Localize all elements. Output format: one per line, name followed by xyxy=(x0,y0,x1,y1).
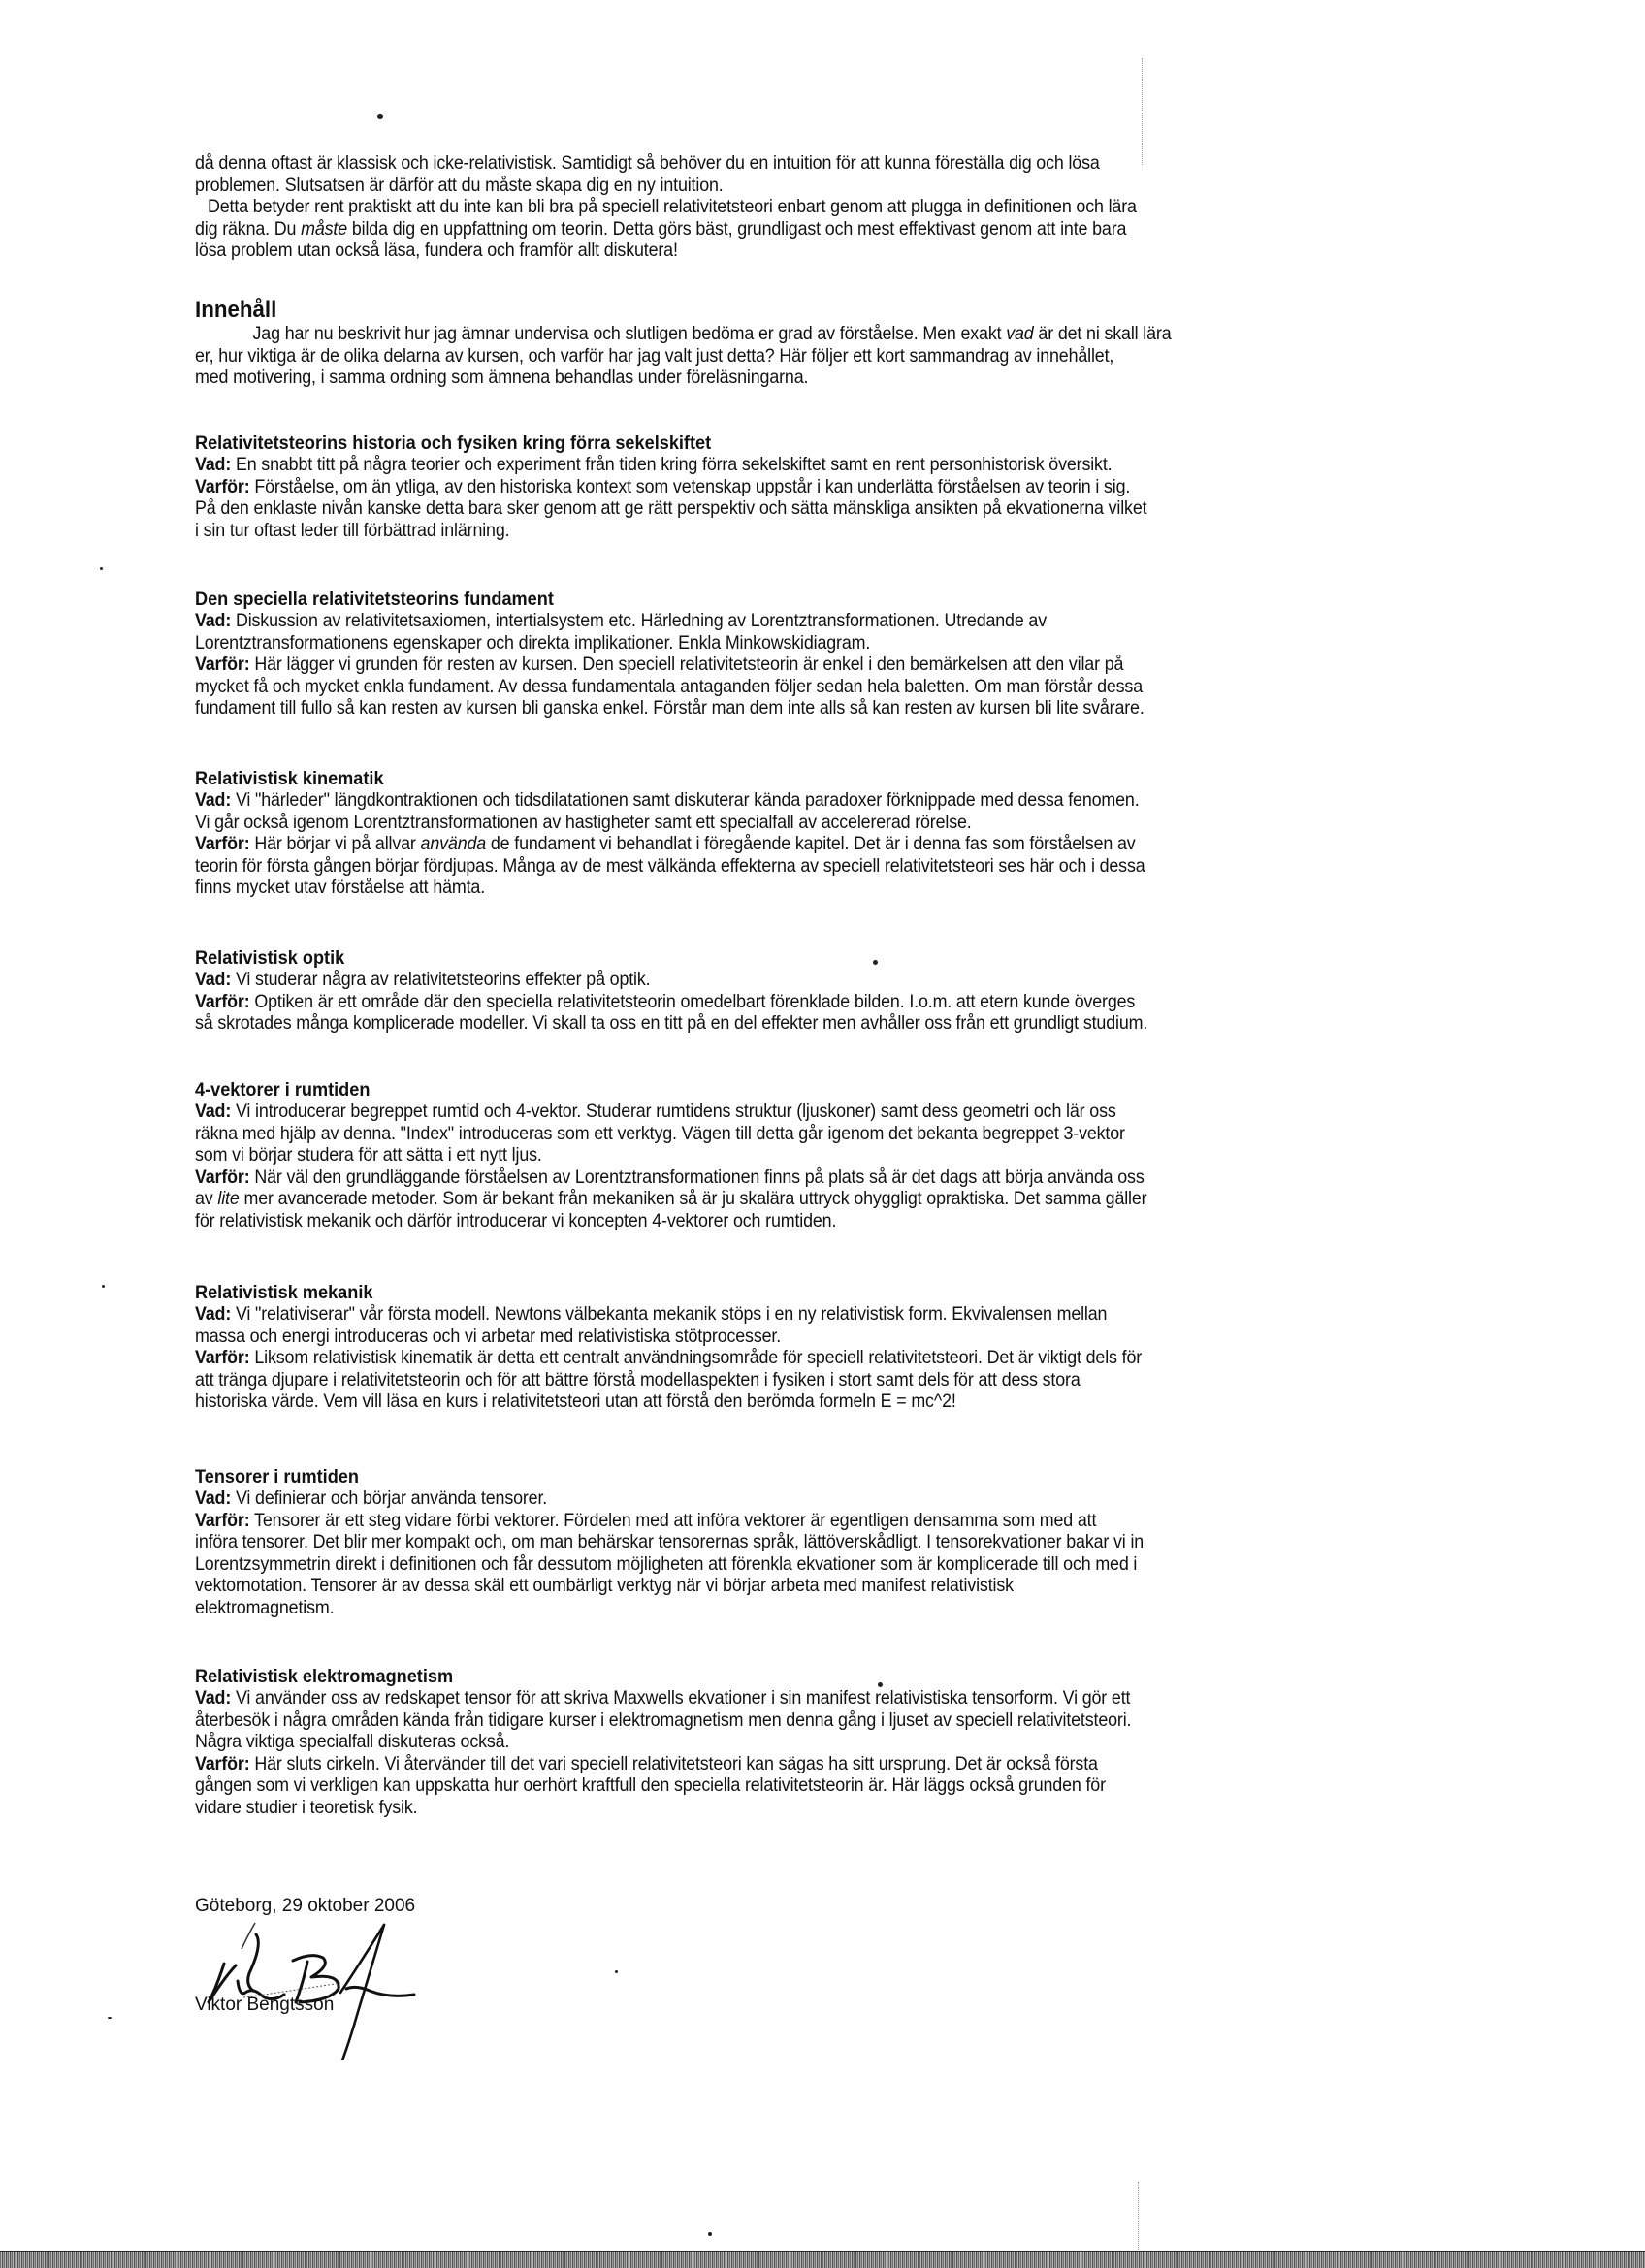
text-line xyxy=(195,367,1368,390)
text-line xyxy=(195,1370,1368,1392)
scan-speck xyxy=(873,960,878,965)
text-line xyxy=(195,1598,1368,1620)
label-vad: Vad: xyxy=(195,1688,232,1709)
text-line xyxy=(195,477,1368,499)
text-line xyxy=(195,1167,1368,1190)
line-text: då denna oftast är klassisk och icke-relativistisk. Samtidigt så behöver du en intuition för att kunna föreställa dig och lösa xyxy=(195,153,1100,174)
text-line xyxy=(195,1710,1368,1733)
section-heading: Relativistisk kinematik xyxy=(195,768,384,789)
line-text: Vi använder oss av redskapet tensor för att skriva Maxwells ekvationer i sin manifest relativistiska tensorform. Vi gör ett xyxy=(231,1688,1131,1709)
text-line xyxy=(195,1576,1368,1598)
contents-section xyxy=(195,297,1456,390)
text-line xyxy=(195,611,1368,633)
text-line xyxy=(195,1013,1368,1036)
label-vad: Vad: xyxy=(195,611,232,631)
line-text: Förståelse, om än ytliga, av den historiska kontext som vetenskap uppstår i kan underlätta förståelsen av teorin i sig. xyxy=(249,476,1131,497)
line-text: vidare studier i teoretisk fysik. xyxy=(195,1797,418,1818)
label-vad: Vad: xyxy=(195,790,232,811)
text-line xyxy=(195,1798,1368,1820)
scan-speck xyxy=(108,2017,112,2019)
line-text: lösa problem utan också läsa, fundera och framför allt diskutera! xyxy=(195,240,678,262)
text-line xyxy=(195,1304,1368,1326)
text-line xyxy=(195,153,1368,176)
intro-paragraph xyxy=(195,153,1456,263)
scan-speck xyxy=(377,114,383,119)
line-text: Vi "relativiserar" vår första modell. Newtons välbekanta mekanik stöps i en ny relativistisk form. Ekvivalensen mellan xyxy=(231,1304,1108,1325)
line-text: När väl den grundläggande förståelsen av Lorentztransformationen finns på plats så är det dags att börja använda oss xyxy=(249,1166,1145,1188)
line-text: På den enklaste nivån kanske detta bara sker genom att ge rätt perspektiv och sätta mänskliga ansikten på ekvationerna vilket xyxy=(195,498,1147,520)
section-heading: Den speciella relativitetsteorins fundament xyxy=(195,589,554,610)
course-section xyxy=(195,432,1456,542)
line-text: att tränga djupare i relativitetsteorin och för att bättre förstå modellaspekten i fysiken i stort samt dels för att dess stora xyxy=(195,1369,1081,1390)
line-text: historiska värde. Vem vill läsa en kurs i relativitetsteori utan att förstå den berömda formeln E = mc^2! xyxy=(195,1391,956,1413)
text-line xyxy=(195,1326,1368,1349)
text-line xyxy=(195,197,1368,219)
line-text: gången som vi verkligen kan uppskatta hur oerhört kraftfull den speciella relativitetsteorin är. Här läggs också grunden för xyxy=(195,1775,1106,1797)
line-text: fundament till fullo så kan resten av kursen bli ganska enkel. Förstår man dem inte alls så kan resten av kursen bli lite svårare. xyxy=(195,698,1145,719)
label-vad: Vad: xyxy=(195,1304,232,1325)
line-text: Jag har nu beskrivit hur jag ämnar undervisa och slutligen bedöma er grad av förståelse. Men exakt xyxy=(252,324,1007,344)
line-text: med motivering, i samma ordning som ämnena behandlas under föreläsningarna. xyxy=(195,367,809,389)
course-section xyxy=(195,589,1456,720)
text-line xyxy=(195,813,1368,835)
line-text: vektornotation. Tensorer är av dessa skäl ett oumbärligt verktyg när vi börjar arbeta med manifest relativistisk xyxy=(195,1576,1014,1597)
text-line xyxy=(195,1775,1368,1798)
line-text: teorin för första gången börjar fördjupas. Många av de mest välkända effekterna av speciell relativitetsteori ses här och i dessa xyxy=(195,855,1145,877)
text-line xyxy=(195,1189,1368,1211)
course-section xyxy=(195,1666,1456,1820)
emphasized-word: använda xyxy=(420,834,487,855)
text-line xyxy=(195,856,1368,878)
line-text: i sin tur oftast leder till förbättrad inlärning. xyxy=(195,520,510,541)
text-line xyxy=(195,1554,1368,1577)
course-section xyxy=(195,768,1456,900)
text-line xyxy=(195,219,1368,241)
line-text: elektromagnetism. xyxy=(195,1597,335,1618)
label-vad: Vad: xyxy=(195,970,232,990)
scan-speck xyxy=(708,2232,712,2236)
text-line xyxy=(195,1211,1368,1233)
line-text: Liksom relativistisk kinematik är detta ett centralt användningsområde för speciell relativitetsteori. Det är viktigt dels för xyxy=(249,1348,1143,1369)
scan-speck xyxy=(100,567,103,570)
scan-speck xyxy=(615,1970,618,1973)
section-heading: Tensorer i rumtiden xyxy=(195,1466,359,1487)
contents-intro-paragraph xyxy=(195,324,1456,390)
course-section xyxy=(195,1282,1456,1414)
text-line xyxy=(195,1511,1368,1533)
text-line xyxy=(195,324,1368,346)
line-text: Vi studerar några av relativitetsteorins effekter på optik. xyxy=(231,970,651,990)
section-heading: Relativistisk elektromagnetism xyxy=(195,1666,454,1687)
contents-heading: Innehåll xyxy=(195,297,277,323)
text-line xyxy=(195,1488,1368,1511)
line-text: Tensorer är ett steg vidare förbi vektorer. Fördelen med att införa vektorer är egentligen densamma som med att xyxy=(249,1510,1097,1531)
line-text: de fundament vi behandlat i föregående kapitel. Det är i denna fas som förståelsen av xyxy=(486,834,1136,855)
line-text: Vi introducerar begreppet rumtid och 4-vektor. Studerar rumtidens struktur (ljuskoner) samt dess geometri och lär oss xyxy=(231,1102,1116,1122)
line-text: mer avancerade metoder. Som är bekant från mekaniken så är ju skalära uttryck ohyggligt opraktiska. Det samma gäller xyxy=(239,1189,1147,1210)
line-text: av xyxy=(195,1189,218,1210)
text-line xyxy=(195,1532,1368,1554)
line-text: Här lägger vi grunden för resten av kursen. Den speciell relativitetsteorin är enkel i den bemärkelsen att den vilar på xyxy=(249,655,1124,676)
scan-streak xyxy=(1138,2182,1140,2250)
text-line xyxy=(195,790,1368,813)
line-text: Vi "härleder" längdkontraktionen och tidsdilatationen samt diskuterar kända paradoxer förknippade med dessa fenomen. xyxy=(231,790,1140,811)
label-vad: Vad: xyxy=(195,1102,232,1122)
line-text: som vi börjar studera för att sätta i ett nytt ljus. xyxy=(195,1145,542,1166)
handwritten-signature xyxy=(195,1896,544,2060)
emphasized-word: måste xyxy=(301,218,348,240)
course-section xyxy=(195,1079,1456,1233)
text-line xyxy=(195,240,1368,263)
text-line xyxy=(195,455,1368,477)
emphasized-word: vad xyxy=(1006,324,1034,344)
line-text: finns mycket utav förståelse att hämta. xyxy=(195,878,486,899)
text-line xyxy=(195,677,1368,699)
line-text: Här sluts cirkeln. Vi återvänder till det vari speciell relativitetsteori kan sägas ha sitt ursprung. Det är också första xyxy=(249,1753,1098,1774)
text-line xyxy=(195,992,1368,1014)
scan-speck xyxy=(878,1682,883,1687)
line-text: räkna med hjälp av denna. "Index" introduceras som ett verktyg. Vägen till detta går igenom det bekanta begreppet 3-vektor xyxy=(195,1123,1125,1144)
text-line xyxy=(195,1391,1368,1414)
line-text: för relativistisk mekanik och därför introducerar vi koncepten 4-vektorer och rumtiden. xyxy=(195,1210,837,1231)
line-text: Vi definierar och börjar använda tensorer. xyxy=(231,1488,548,1509)
line-text: massa och energi introduceras och vi arbetar med relativistiska stötprocesser. xyxy=(195,1326,782,1347)
text-line xyxy=(195,633,1368,655)
line-text: är det ni skall lära xyxy=(1033,324,1172,344)
line-text: Optiken är ett område där den speciella relativitetsteorin omedelbart förenklade bilden. I.o.m. att etern kunde överges xyxy=(249,991,1136,1012)
scan-streak xyxy=(1142,58,1144,165)
text-line xyxy=(195,655,1368,677)
text-line xyxy=(195,498,1368,521)
label-varfor: Varför: xyxy=(195,1753,250,1774)
section-heading: Relativistisk mekanik xyxy=(195,1282,373,1303)
text-line xyxy=(195,970,1368,992)
section-heading: 4-vektorer i rumtiden xyxy=(195,1079,371,1101)
text-line xyxy=(195,1754,1368,1776)
line-text: Här börjar vi på allvar xyxy=(249,834,421,855)
text-line xyxy=(195,346,1368,368)
signature-block xyxy=(195,1896,544,2060)
label-varfor: Varför: xyxy=(195,476,250,497)
line-text: så skrotades många komplicerade modeller. Vi skall ta oss en titt på en del effekter men avhåller oss från ett grundligt studium. xyxy=(195,1013,1148,1035)
signer-name: Viktor Bengtsson xyxy=(195,1995,335,2015)
line-text: Lorentztransformationens egenskaper och direkta implikationer. Enkla Minkowskidiagram. xyxy=(195,632,871,654)
line-text: införa tensorer. Det blir mer kompakt och, om man behärskar tensorernas språk, lättöverskådligt. I tensorekvationer bakar vi in xyxy=(195,1532,1145,1553)
line-text: er, hur viktiga är de olika delarna av kursen, och varför har jag valt just detta? Här följer ett kort sammandrag av innehållet, xyxy=(195,345,1114,367)
line-text: Vi går också igenom Lorentztransformationen av hastigheter samt ett specialfall av accelererad rörelse. xyxy=(195,812,972,833)
text-line xyxy=(195,176,1368,198)
text-line xyxy=(195,1124,1368,1146)
label-vad: Vad: xyxy=(195,1488,232,1509)
line-text: En snabbt titt på några teorier och experiment från tiden kring förra sekelskiftet samt en rent personhistorisk översikt. xyxy=(231,455,1113,475)
place-date: Göteborg, 29 oktober 2006 xyxy=(195,1896,416,1916)
label-varfor: Varför: xyxy=(195,1166,250,1188)
section-heading: Relativistisk optik xyxy=(195,947,345,969)
section-heading: Relativitetsteorins historia och fysiken kring förra sekelskiftet xyxy=(195,432,712,454)
text-line xyxy=(195,834,1368,856)
line-text: återbesök i några områden kända från tidigare kurser i elektromagnetism men denna gång i ljuset av speciell relativitetsteori. xyxy=(195,1709,1132,1731)
scan-edge-band xyxy=(0,2252,1645,2268)
text-line xyxy=(195,1348,1368,1370)
line-text: Diskussion av relativitetsaxiomen, intertialsystem etc. Härledning av Lorentztransformationen. Utredande av xyxy=(231,611,1048,631)
line-text: bilda dig en uppfattning om teorin. Detta görs bäst, grundligast och mest effektivast genom att inte bara xyxy=(347,218,1127,240)
text-line xyxy=(195,1688,1368,1710)
line-text: dig räkna. Du xyxy=(195,218,302,240)
text-line xyxy=(195,1102,1368,1124)
text-line xyxy=(195,1732,1368,1754)
line-text: Detta betyder rent praktiskt att du inte kan bli bra på speciell relativitetsteori enbart genom att plugga in definitionen och lära xyxy=(208,197,1137,218)
course-section xyxy=(195,1466,1456,1620)
emphasized-word: lite xyxy=(217,1189,240,1210)
label-varfor: Varför: xyxy=(195,1510,250,1531)
line-text: Några viktiga specialfall diskuteras också. xyxy=(195,1732,510,1753)
text-line xyxy=(195,521,1368,543)
line-text: problemen. Slutsatsen är därför att du måste skapa dig en ny intuition. xyxy=(195,175,724,196)
label-varfor: Varför: xyxy=(195,655,250,676)
scan-speck xyxy=(102,1285,105,1288)
text-line xyxy=(195,878,1368,900)
line-text: mycket få och mycket enkla fundament. Av dessa fundamentala antaganden följer sedan hela baletten. Om man förstår dessa xyxy=(195,676,1143,697)
text-line xyxy=(195,698,1368,720)
course-section xyxy=(195,947,1456,1036)
line-text: Lorentzsymmetrin direkt i definitionen och får dessutom möjligheten att förenkla ekvationer som är komplicerade till och med i xyxy=(195,1553,1138,1575)
label-varfor: Varför: xyxy=(195,1348,250,1369)
label-vad: Vad: xyxy=(195,455,232,475)
text-line xyxy=(195,1145,1368,1167)
label-varfor: Varför: xyxy=(195,991,250,1012)
label-varfor: Varför: xyxy=(195,834,250,855)
